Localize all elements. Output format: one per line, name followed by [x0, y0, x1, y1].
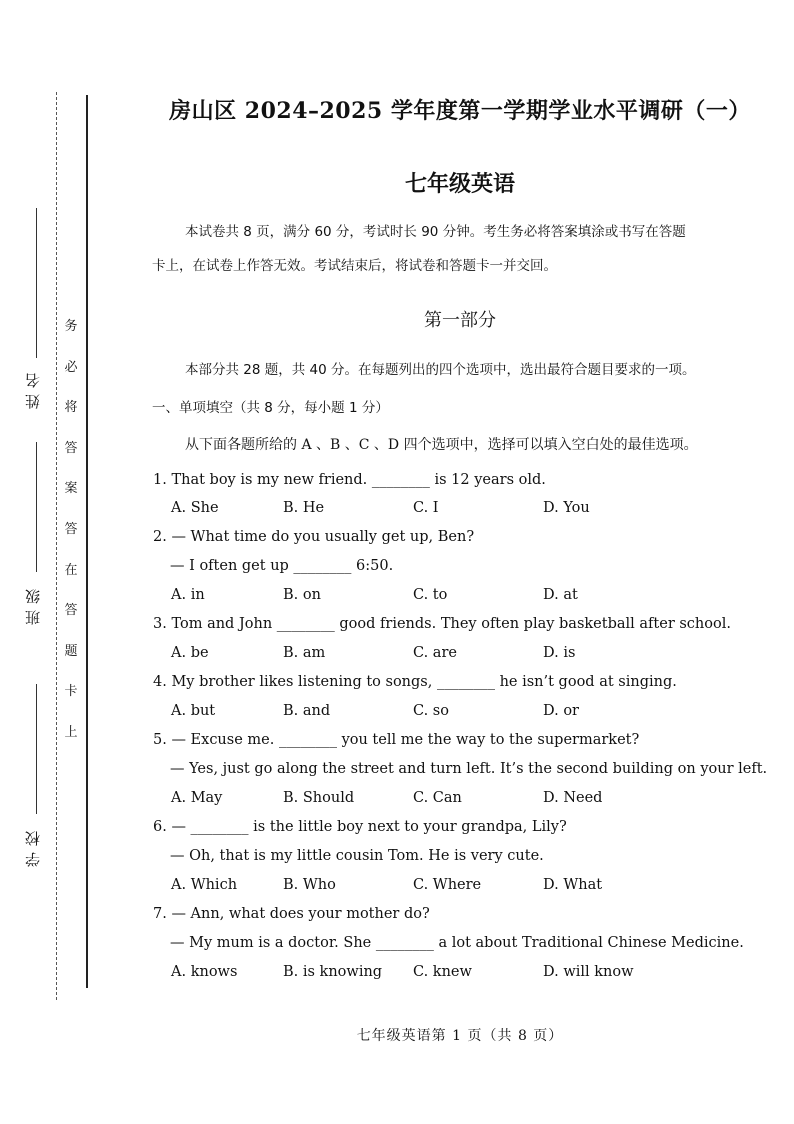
option-b: B. He [283, 500, 325, 516]
question-5-options [171, 790, 731, 810]
option-c: C. to [413, 587, 448, 603]
school-field-label: 学校 [24, 825, 42, 867]
class-field-line [36, 442, 37, 572]
option-b: B. am [283, 645, 326, 661]
question-2-stem: 2. — What time do you usually get up, Ben? [153, 529, 475, 545]
school-field-line [36, 684, 37, 814]
notice-line-1: 本试卷共 8 页，满分 60 分，考试时长 90 分钟。考生务必将答案填涂或书写在答题 [185, 224, 686, 240]
exam-notice [152, 215, 782, 283]
warning-char: 答 [64, 603, 78, 619]
warning-char: 将 [64, 400, 78, 416]
warning-char: 答 [64, 521, 78, 537]
question-6-stem: 6. — ________ is the little boy next to your grandpa, Lily? [153, 819, 567, 835]
page-footer: 七年级英语第 1 页（共 8 页） [356, 1028, 564, 1044]
option-d: D. is [543, 645, 576, 661]
option-c: C. so [413, 703, 449, 719]
question-1-options [171, 500, 731, 520]
warning-char: 上 [64, 724, 78, 740]
question-4-stem: 4. My brother likes listening to songs, ________ he isn’t good at singing. [153, 674, 677, 690]
option-a: A. be [171, 645, 209, 661]
warning-char: 务 [64, 319, 78, 334]
question-1-stem: 1. That boy is my new friend. ________ is 12 years old. [153, 472, 546, 488]
warning-char: 在 [64, 562, 78, 578]
question-7-options [171, 964, 731, 984]
question-2-dialogue: — I often get up ________ 6:50. [170, 558, 394, 574]
part-title: 第一部分 [424, 310, 496, 331]
question-6-options [171, 877, 731, 897]
option-a: A. May [171, 790, 223, 806]
section-heading: 一、单项填空（共 8 分，每小题 1 分） [152, 400, 389, 416]
option-a: A. knows [171, 964, 238, 980]
option-d: D. What [543, 877, 603, 893]
option-a: A. She [171, 500, 219, 516]
option-c: C. knew [413, 964, 472, 980]
school-field [22, 684, 52, 874]
name-field [22, 208, 52, 418]
option-b: B. Should [283, 790, 355, 806]
option-c: C. Where [413, 877, 482, 893]
option-b: B. Who [283, 877, 336, 893]
class-field-label: 班级 [24, 583, 42, 625]
option-c: C. I [413, 500, 439, 516]
name-field-label: 姓名 [24, 367, 42, 409]
option-b: B. and [283, 703, 331, 719]
question-4-options [171, 703, 731, 723]
part-intro: 本部分共 28 题，共 40 分。在每题列出的四个选项中，选出最符合题目要求的一项。 [185, 362, 696, 378]
option-b: B. is knowing [283, 964, 383, 980]
exam-title: 房山区 2024–2025 学年度第一学期学业水平调研（一） [169, 98, 751, 124]
notice-line-2: 卡上，在试卷上作答无效。考试结束后，将试卷和答题卡一并交回。 [152, 258, 557, 274]
option-a: A. Which [171, 877, 238, 893]
option-b: B. on [283, 587, 321, 603]
option-d: D. at [543, 587, 578, 603]
binding-solid-line [86, 95, 88, 988]
name-field-line [36, 208, 37, 358]
option-d: D. will know [543, 964, 634, 980]
warning-char: 必 [64, 359, 78, 375]
option-d: D. Need [543, 790, 603, 806]
question-7-dialogue: — My mum is a doctor. She ________ a lot about Traditional Chinese Medicine. [170, 935, 744, 951]
option-c: C. are [413, 645, 457, 661]
question-2-options [171, 587, 731, 607]
option-a: A. in [171, 587, 205, 603]
option-c: C. Can [413, 790, 462, 806]
section-instruction: 从下面各题所给的 A 、B 、C 、D 四个选项中，选择可以填入空白处的最佳选项。 [185, 437, 698, 453]
warning-char: 答 [64, 440, 78, 456]
warning-char: 案 [64, 481, 78, 497]
question-3-stem: 3. Tom and John ________ good friends. They often play basketball after school. [153, 616, 731, 632]
option-d: D. or [543, 703, 579, 719]
question-7-stem: 7. — Ann, what does your mother do? [153, 906, 430, 922]
binding-dashed-line [56, 92, 57, 1000]
question-6-dialogue: — Oh, that is my little cousin Tom. He is very cute. [170, 848, 544, 864]
warning-char: 卡 [64, 684, 78, 700]
question-3-options [171, 645, 731, 665]
exam-subject: 七年级英语 [404, 171, 515, 197]
question-5-dialogue: — Yes, just go along the street and turn left. It’s the second building on your left. [170, 761, 768, 777]
option-a: A. but [171, 703, 216, 719]
answer-sheet-warning [60, 318, 82, 765]
warning-char: 题 [64, 643, 78, 659]
class-field [22, 442, 52, 642]
option-d: D. You [543, 500, 590, 516]
question-5-stem: 5. — Excuse me. ________ you tell me the way to the supermarket? [153, 732, 640, 748]
